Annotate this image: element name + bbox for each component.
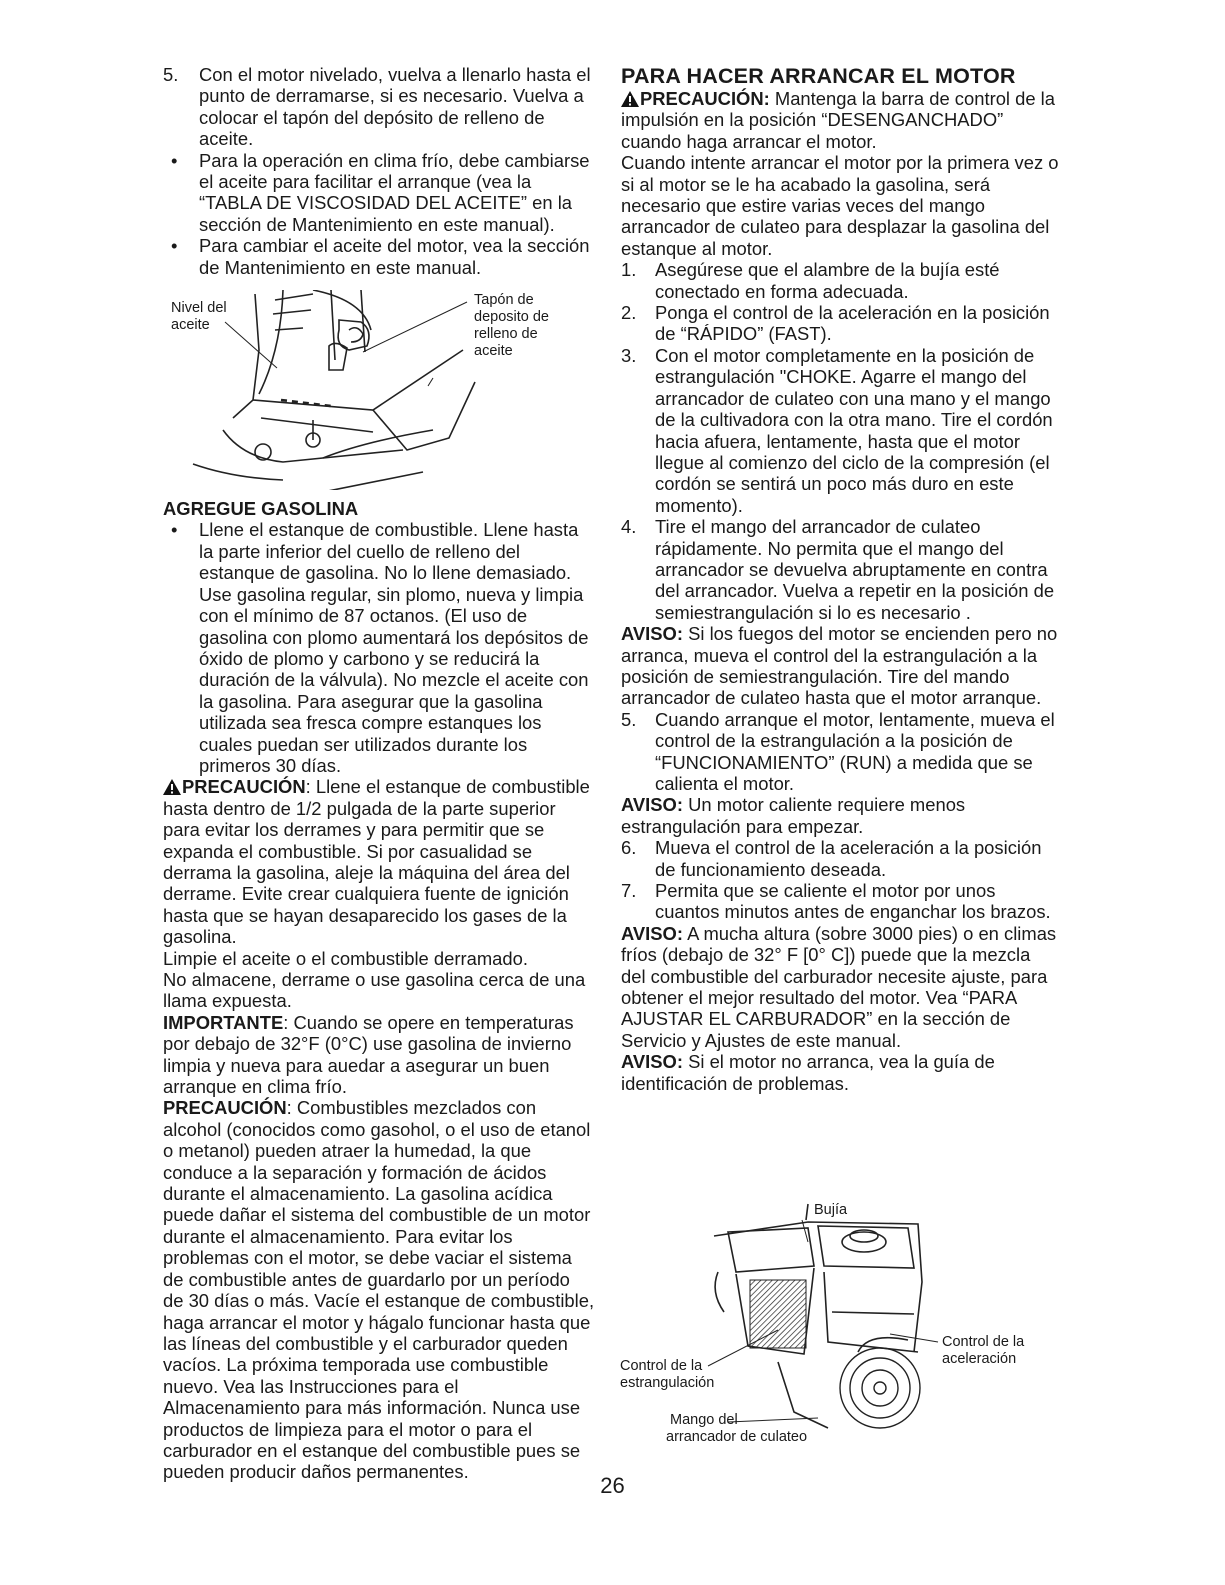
label-line: aceite <box>171 317 210 334</box>
aviso-text: Un motor caliente requiere menos estrangulación para empezar. <box>621 794 966 837</box>
aviso-label: AVISO: <box>621 623 683 645</box>
page-number: 26 <box>600 1473 625 1498</box>
step-text: Tire el mango del arrancador de culateo rápidamente. No permita que el mango del arrancador se devuelva abruptamente en contra del arrancador. Vuelva a repetir en la posición de semiestrangulación si lo es necesario . <box>655 516 1055 623</box>
step-number: 1. <box>621 259 637 281</box>
oil-fill-figure <box>163 290 595 490</box>
label-line: Mango del <box>670 1412 738 1428</box>
bullet-fill-tank <box>163 519 595 776</box>
step-text: Cuando arranque el motor, lentamente, mueva el control de la estrangulación a la posición de “FUNCIONAMIENTO” (RUN) a medida que se calienta el motor. <box>655 708 1055 794</box>
step-number: 6. <box>621 837 637 859</box>
important-note <box>163 1012 595 1098</box>
storage-flame-text: No almacene, derrame o use gasolina cerca de una llama expuesta. <box>163 969 586 1012</box>
important-label: IMPORTANTE <box>163 1011 284 1033</box>
bullet-text: Llene el estanque de combustible. Llene hasta la parte inferior del cuello de relleno del estanque de gasolina. No lo llene demasiado. Use gasolina regular, sin plomo, nueva y limpia con el mínimo de 87 octanos. (El uso de gasolina con plomo aumentará los depósitos de óxido de plomo y carbono y se reducirá la duración de la válvula). No mezcle el aceite con la gasolina. Para asegurar que la gasolina utilizada sea fresca compre estanques los cuales puedan ser utilizados durante los primeros 30 días. <box>199 519 589 776</box>
label-throttle-control <box>942 1334 1024 1368</box>
step-text: Con el motor completamente en la posición de estrangulación "CHOKE. Agarre el mango del arrancador de culateo con una mano y el mango de la cultivadora con la otra mano. Tire el cordón hacia afuera, lentamente, hasta que el motor llegue al comienzo del ciclo de la compresión (el cordón se sentirá un poco más duro en este momento). <box>655 344 1053 516</box>
warning-icon <box>163 779 181 795</box>
aviso-text: Si los fuegos del motor se encienden pero no arranca, mueva el control del la estrangulación a la posición de semiestrangulación. Tire del mando arrancador de culateo hasta que el motor arranque. <box>621 623 1058 709</box>
label-line: relleno de <box>474 326 538 343</box>
bullet-cold-weather <box>163 150 595 236</box>
aviso-label: AVISO: <box>621 1051 683 1073</box>
aviso-label: AVISO: <box>621 922 683 944</box>
start-step-6 <box>621 837 1059 880</box>
label-oil-level <box>171 300 227 334</box>
caution-label: PRECAUCIÓN: <box>640 88 770 109</box>
label-line: Tapón de <box>474 292 534 309</box>
caution-label: PRECAUCIÓN <box>163 1097 287 1119</box>
caution-label: PRECAUCIÓN <box>182 776 306 798</box>
start-step-4 <box>621 516 1059 623</box>
label-line: Nivel del <box>171 300 227 317</box>
label-line: arrancador de culateo <box>666 1429 808 1445</box>
step-number: 4. <box>621 516 637 538</box>
start-step-3 <box>621 345 1059 516</box>
bullet-dot: • <box>171 235 178 257</box>
caution-alcohol-fuel <box>163 1097 595 1482</box>
caution-text: Mantenga la barra de control de la impulsión en la posición “DESENGANCHADO” cuando haga arrancar el motor. <box>621 88 1056 152</box>
aviso-text: A mucha altura (sobre 3000 pies) o en climas fríos (debajo de 32° F [0° C]) puede que la mezcla del combustible del carburador necesite ajuste, para obtener el mejor resultado del motor. Vea “PARA AJUSTAR EL CARBURADOR” en la sección de Servicio y Ajustes de este manual. <box>621 922 1057 1051</box>
label-line: aceite <box>474 343 513 360</box>
engine-controls-figure <box>618 1202 1058 1452</box>
label-line: Control de la <box>620 1358 703 1374</box>
aviso-text: Si el motor no arranca, vea la guía de identificación de problemas. <box>621 1051 995 1094</box>
caution-drive-bar <box>621 88 1059 152</box>
left-column <box>163 64 595 1483</box>
caution-text: : Llene el estanque de combustible hasta dentro de 1/2 pulgada de la parte superior para evitar los derrames y para permitir que se expanda el combustible. Si por casualidad se derrama la gasolina, aleje la máquina del área del derrame. Evite crear cualquiera fuente de ignición hasta que se hayan desaparecido los gases de la gasolina. <box>163 776 590 948</box>
start-step-2 <box>621 302 1059 345</box>
intro-text: Cuando intente arrancar el motor por la primera vez o si al motor se le ha acabado la gasolina, será necesario que estire varias veces del mango arrancador de culateo para desplazar la gasolina del estanque al motor. <box>621 152 1059 259</box>
label-choke-control <box>620 1358 714 1392</box>
step-text: Permita que se caliente el motor por unos cuantos minutos antes de enganchar los brazos. <box>655 880 1051 923</box>
bullet-text: Para cambiar el aceite del motor, vea la sección de Mantenimiento en este manual. <box>199 235 590 278</box>
step-number: 2. <box>621 302 637 324</box>
bullet-dot: • <box>171 149 178 171</box>
label-line: estrangulación <box>620 1375 715 1391</box>
step-number: 7. <box>621 880 637 902</box>
step-text: Con el motor nivelado, vuelva a llenarlo hasta el punto de derramarse, si es necesario. Vuelva a colocar el tapón del depósito de relleno de aceite. <box>199 64 591 150</box>
caution-text: : Combustibles mezclados con alcohol (conocidos como gasohol, o el uso de etanol o metanol) pueden atraer la humedad, la que conduce a la separación y formación de ácidos durante el almacenamiento. La gasolina acídica puede dañar el sistema del combustible de un motor durante el almacenamiento. Para evitar los problemas con el motor, se debe vaciar el sistema de combustible antes de guardarlo por un período de 30 días o más. Vacíe el estanque de combustible, haga arrancar el motor y hágalo funcionar hasta que las líneas del combustible y el carburador queden vacíos. La próxima temporada use combustible nuevo. Vea las Instrucciones para el Almacenamiento para más información. Nunca use productos de limpieza para el motor o para el carburador en el estanque del combustible pues se pueden producir daños permanentes. <box>163 1097 595 1483</box>
bullet-change-oil <box>163 235 595 278</box>
label-line: aceleración <box>942 1351 1017 1367</box>
step-number: 5. <box>163 64 179 85</box>
step-text: Asegúrese que el alambre de la bujía esté conectado en forma adecuada. <box>655 259 1000 302</box>
heading-start-engine: PARA HACER ARRANCAR EL MOTOR <box>621 64 1016 88</box>
bullet-dot: • <box>171 519 178 541</box>
aviso-troubleshooting <box>621 1051 1059 1094</box>
right-column <box>621 64 1059 1094</box>
step-text: Ponga el control de la aceleración en la posición de “RÁPIDO” (FAST). <box>655 302 1050 345</box>
label-oil-cap <box>474 292 549 360</box>
caution-fuel-fill <box>163 776 595 947</box>
step-number: 5. <box>621 708 637 730</box>
heading-add-gasoline: AGREGUE GASOLINA <box>163 498 359 520</box>
aviso-warm-engine <box>621 794 1059 837</box>
step-text: Mueva el control de la aceleración a la posición de funcionamiento deseada. <box>655 837 1042 880</box>
start-step-5 <box>621 709 1059 795</box>
warning-icon <box>621 91 639 107</box>
start-step-7 <box>621 880 1059 923</box>
step-number: 3. <box>621 344 637 366</box>
aviso-label: AVISO: <box>621 794 683 816</box>
clean-spill-text: Limpie el aceite o el combustible derramado. <box>163 947 528 969</box>
label-line: deposito de <box>474 309 549 326</box>
label-spark-plug: Bujía <box>814 1202 848 1218</box>
aviso-half-choke <box>621 623 1059 709</box>
aviso-altitude <box>621 923 1059 1051</box>
label-line: Control de la <box>942 1334 1025 1350</box>
label-recoil-handle <box>666 1412 807 1446</box>
bullet-text: Para la operación en clima frío, debe cambiarse el aceite para facilitar el arranque (vea la “TABLA DE VISCOSIDAD DEL ACEITE” en la sección de Mantenimiento en este manual). <box>199 149 590 235</box>
start-step-1 <box>621 259 1059 302</box>
important-text: : Cuando se opere en temperaturas por debajo de 32°F (0°C) use gasolina de invierno limpia y nueva para auedar a asegurar un buen arranque en clima frío. <box>163 1011 574 1098</box>
oil-step-5 <box>163 64 595 150</box>
